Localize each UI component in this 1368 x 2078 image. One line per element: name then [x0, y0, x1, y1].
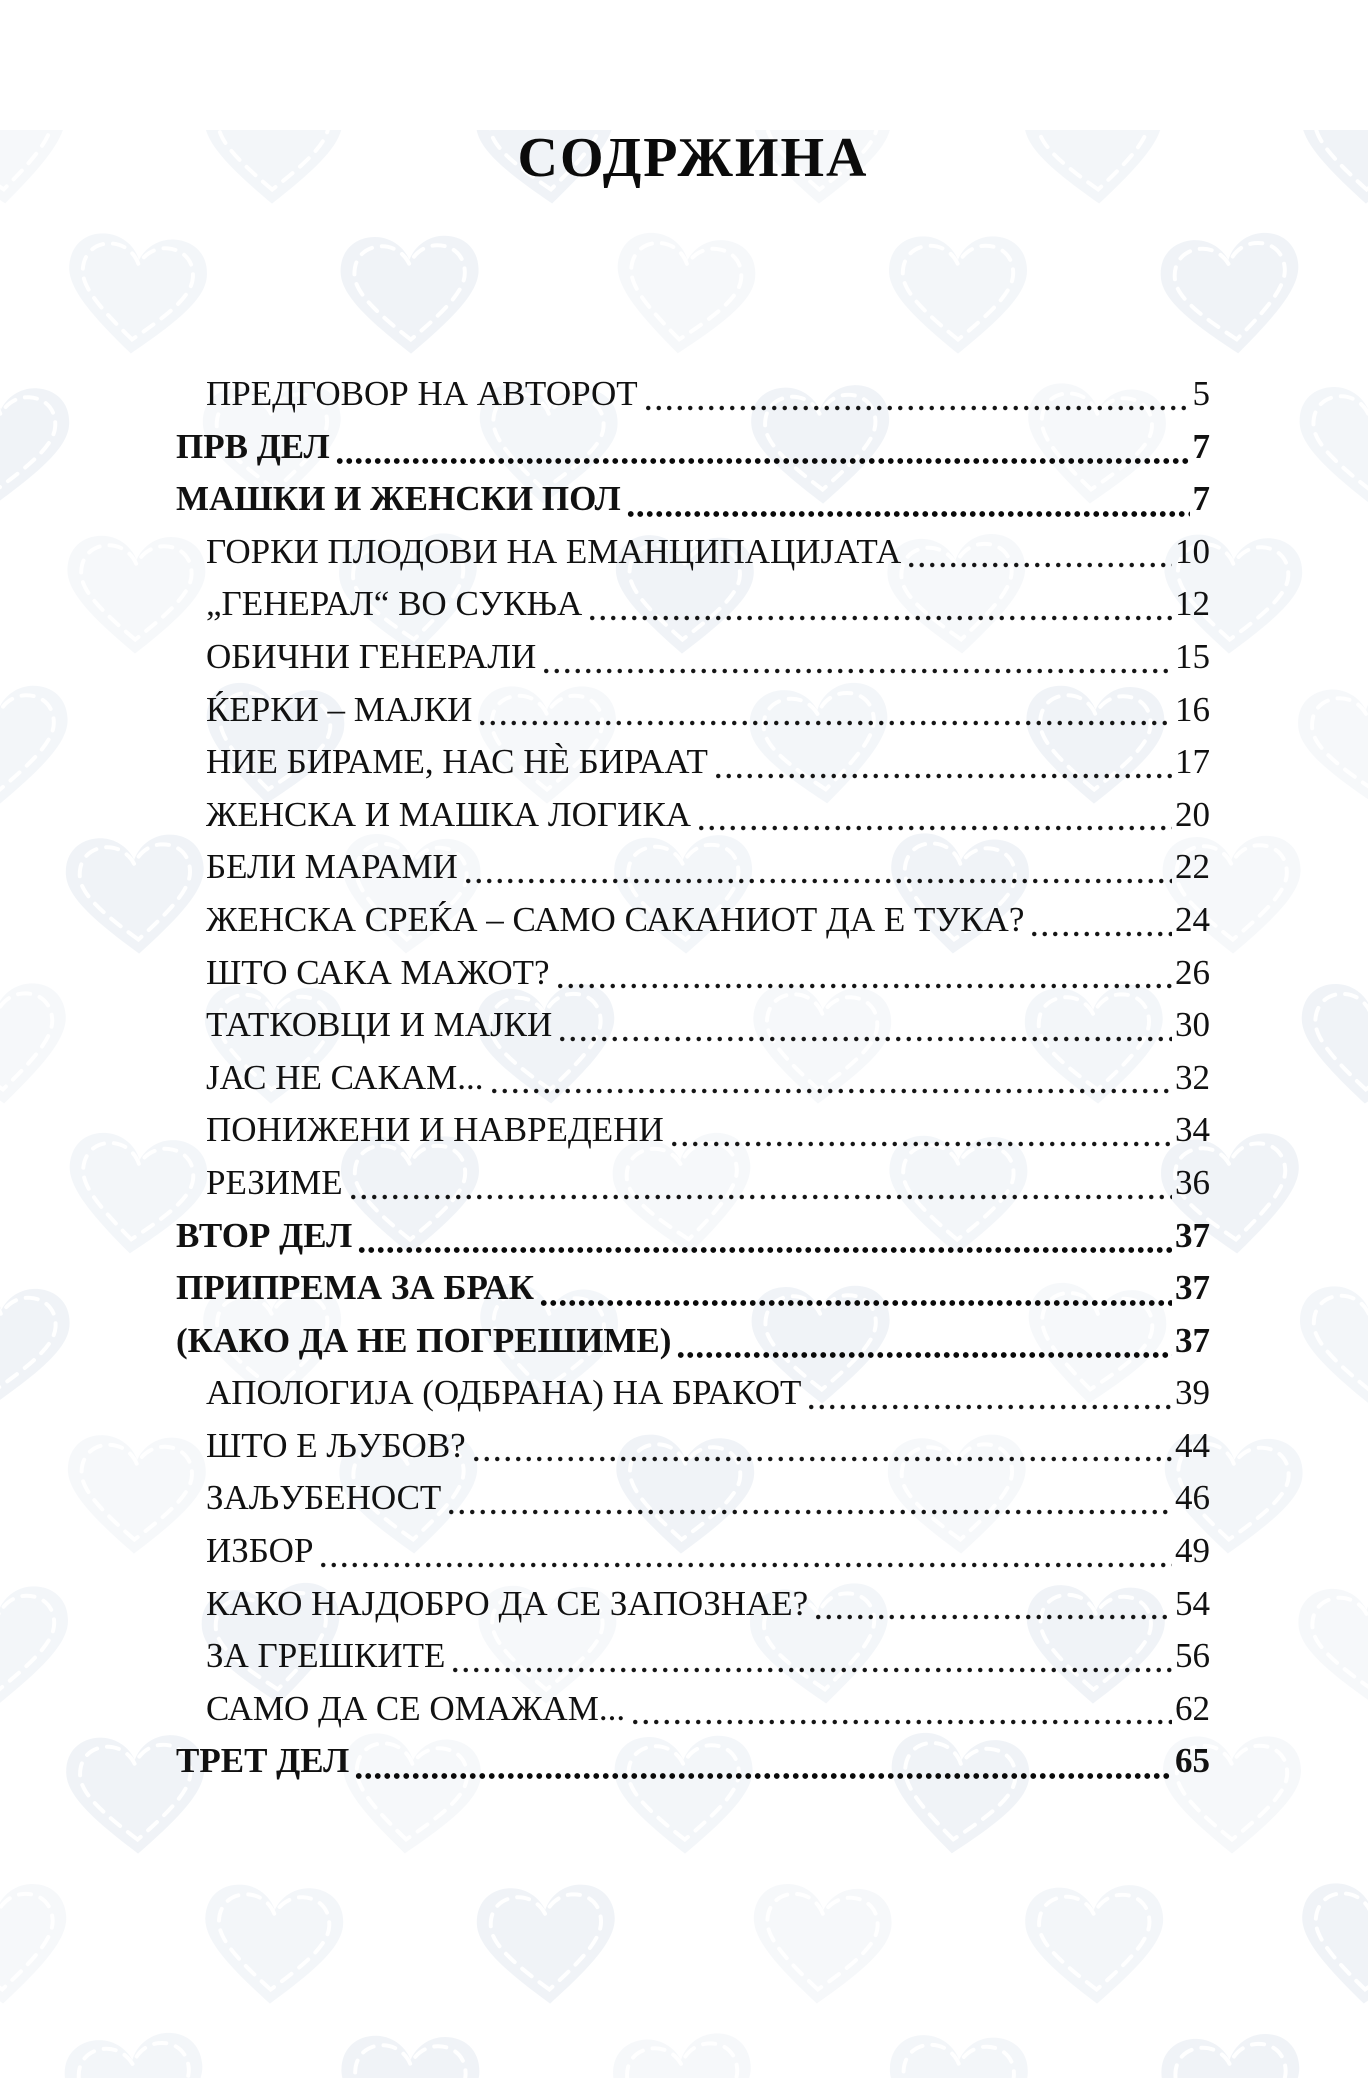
toc-entry-label: ГОРКИ ПЛОДОВИ НА ЕМАНЦИПАЦИЈАТА — [206, 531, 902, 571]
dot-leader — [446, 1509, 1172, 1515]
toc-entry[interactable] — [176, 684, 1210, 737]
toc-entry-label: ЌЕРКИ – МАЈКИ — [206, 689, 473, 729]
toc-entry-page: 46 — [1175, 1478, 1210, 1518]
toc-entry-page: 5 — [1192, 374, 1210, 413]
toc-entry-page: 49 — [1175, 1531, 1210, 1571]
toc-entry-page: 65 — [1175, 1741, 1210, 1781]
toc-entry-page: 32 — [1175, 1057, 1210, 1097]
toc-entry-page: 44 — [1175, 1425, 1210, 1465]
dot-leader — [318, 1562, 1172, 1568]
toc-entry-label: (КАКО ДА НЕ ПОГРЕШИМЕ) — [176, 1320, 672, 1360]
toc-entry-page: 30 — [1175, 1005, 1210, 1045]
dot-leader — [335, 458, 1190, 464]
toc-entry-page: 62 — [1175, 1688, 1210, 1728]
dot-leader — [806, 1404, 1172, 1410]
toc-entry[interactable] — [176, 736, 1210, 789]
toc-entry-label: ПРИПРЕМА ЗА БРАК — [176, 1268, 535, 1308]
contents-page — [0, 127, 1368, 1788]
toc-entry-label: ОБИЧНИ ГЕНЕРАЛИ — [206, 636, 537, 676]
page-title: СОДРЖИНА — [517, 127, 869, 189]
dot-leader — [348, 1194, 1172, 1200]
dot-leader — [643, 405, 1190, 411]
toc-entry-page: 37 — [1175, 1268, 1210, 1308]
toc-entry[interactable] — [176, 1367, 1210, 1420]
dot-leader — [630, 1719, 1172, 1725]
dot-leader — [626, 511, 1190, 517]
toc-entry[interactable] — [176, 631, 1210, 684]
toc-entry[interactable] — [176, 1157, 1210, 1210]
toc-entry-label: ЈАС НЕ САКАМ... — [206, 1057, 484, 1097]
toc-entry-label: КАКО НАЈДОБРО ДА СЕ ЗАПОЗНАЕ? — [206, 1583, 809, 1623]
dot-leader — [906, 562, 1172, 568]
dot-leader — [676, 1352, 1172, 1358]
toc-entry-label: „ГЕНЕРАЛ“ ВО СУКЊА — [206, 584, 583, 624]
dot-leader — [463, 878, 1172, 884]
toc-entry-label: БЕЛИ МАРАМИ — [206, 847, 458, 887]
toc-list — [176, 368, 1210, 1788]
toc-entry[interactable] — [176, 526, 1210, 579]
toc-entry[interactable] — [176, 894, 1210, 947]
toc-entry[interactable] — [176, 789, 1210, 842]
toc-entry-page: 37 — [1175, 1320, 1210, 1360]
dot-leader — [450, 1667, 1172, 1673]
toc-entry-page: 37 — [1175, 1215, 1210, 1255]
toc-entry-page: 20 — [1175, 794, 1210, 834]
toc-entry-label: РЕЗИМЕ — [206, 1162, 343, 1202]
toc-entry-label: ЖЕНСКА И МАШКА ЛОГИКА — [206, 794, 691, 834]
dot-leader — [471, 1456, 1172, 1462]
toc-entry[interactable] — [176, 578, 1210, 631]
toc-entry[interactable] — [176, 1683, 1210, 1736]
toc-entry-label: ТРЕТ ДЕЛ — [176, 1741, 350, 1781]
toc-entry[interactable] — [176, 999, 1210, 1052]
toc-entry[interactable] — [176, 1420, 1210, 1473]
toc-entry[interactable] — [176, 1578, 1210, 1631]
toc-entry-label: МАШКИ И ЖЕНСКИ ПОЛ — [176, 479, 621, 519]
toc-entry-page: 54 — [1175, 1583, 1210, 1623]
dot-leader — [557, 1036, 1172, 1042]
toc-entry[interactable] — [176, 947, 1210, 1000]
toc-entry-page: 56 — [1175, 1636, 1210, 1676]
toc-entry-label: ЗА ГРЕШКИТЕ — [206, 1636, 446, 1676]
toc-entry-label: ПРЕДГОВОР НА АВТОРОТ — [206, 374, 638, 413]
toc-entry-page: 24 — [1175, 899, 1210, 939]
toc-entry-label: ТАТКОВЦИ И МАЈКИ — [206, 1005, 553, 1045]
toc-entry[interactable] — [176, 1315, 1210, 1368]
dot-leader — [713, 773, 1172, 779]
toc-entry[interactable] — [176, 1630, 1210, 1683]
toc-entry-page: 12 — [1175, 584, 1210, 624]
toc-entry-page: 7 — [1192, 426, 1210, 466]
toc-entry-label: ИЗБОР — [206, 1531, 314, 1571]
toc-entry-label: АПОЛОГИЈА (ОДБРАНА) НА БРАКОТ — [206, 1373, 802, 1413]
dot-leader — [489, 1088, 1172, 1094]
toc-entry[interactable] — [176, 368, 1210, 421]
dot-leader — [555, 983, 1172, 989]
toc-entry-label: НИЕ БИРАМЕ, НАС НЀ БИРААТ — [206, 742, 708, 782]
toc-entry-label: ВТОР ДЕЛ — [176, 1215, 353, 1255]
dot-leader — [354, 1773, 1172, 1779]
toc-entry-page: 26 — [1175, 952, 1210, 992]
toc-entry-label: ШТО САКА МАЖОТ? — [206, 952, 550, 992]
toc-entry-label: САМО ДА СЕ ОМАЖАМ... — [206, 1688, 626, 1728]
dot-leader — [477, 720, 1172, 726]
dot-leader — [696, 825, 1172, 831]
toc-entry[interactable] — [176, 1052, 1210, 1105]
toc-entry-page: 34 — [1175, 1110, 1210, 1150]
toc-entry-label: ПОНИЖЕНИ И НАВРЕДЕНИ — [206, 1110, 664, 1150]
toc-entry-page: 22 — [1175, 847, 1210, 887]
toc-entry[interactable] — [176, 421, 1210, 474]
dot-leader — [669, 1141, 1172, 1147]
toc-entry-page: 10 — [1175, 531, 1210, 571]
toc-entry[interactable] — [176, 1262, 1210, 1315]
dot-leader — [357, 1247, 1172, 1253]
toc-entry[interactable] — [176, 1472, 1210, 1525]
toc-entry-page: 36 — [1175, 1162, 1210, 1202]
toc-entry[interactable] — [176, 841, 1210, 894]
dot-leader — [539, 1300, 1172, 1306]
toc-entry-label: ЗАЉУБЕНОСТ — [206, 1478, 442, 1518]
toc-entry[interactable] — [176, 1210, 1210, 1263]
dot-leader — [1029, 931, 1172, 937]
toc-entry[interactable] — [176, 473, 1210, 526]
toc-entry-label: ЖЕНСКА СРЕЌА – САМО САКАНИОТ ДА Е ТУКА? — [206, 899, 1025, 939]
dot-leader — [541, 668, 1172, 674]
toc-entry-label: ПРВ ДЕЛ — [176, 426, 330, 466]
toc-entry-page: 16 — [1175, 689, 1210, 729]
toc-entry[interactable] — [176, 1525, 1210, 1578]
toc-entry[interactable] — [176, 1104, 1210, 1157]
toc-entry[interactable] — [176, 1735, 1210, 1788]
toc-entry-label: ШТО Е ЉУБОВ? — [206, 1425, 466, 1465]
dot-leader — [813, 1614, 1172, 1620]
toc-entry-page: 7 — [1192, 479, 1210, 519]
dot-leader — [587, 615, 1172, 621]
toc-entry-page: 15 — [1175, 636, 1210, 676]
toc-entry-page: 17 — [1175, 742, 1210, 782]
toc-entry-page: 39 — [1175, 1373, 1210, 1413]
